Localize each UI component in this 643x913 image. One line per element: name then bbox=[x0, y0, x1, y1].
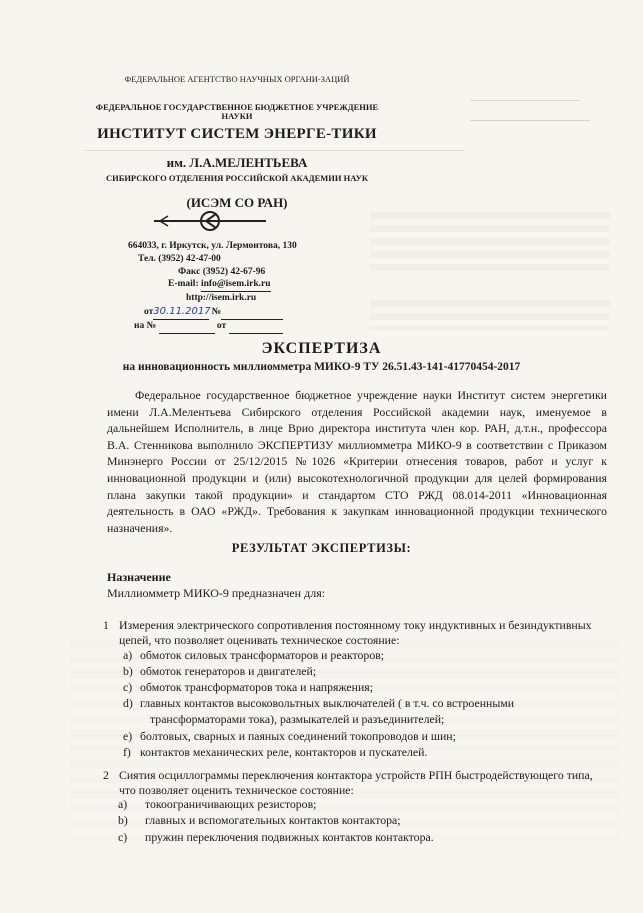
list-item-1 bbox=[103, 618, 608, 648]
list-item-number: 1 bbox=[103, 618, 109, 632]
subitem-label: a) bbox=[118, 797, 128, 811]
subitem-text: контактов механических реле, контакторов и пускателей. bbox=[140, 744, 428, 759]
subitem-label: f) bbox=[123, 744, 131, 759]
subitem-text: токоограничивающих резисторов; bbox=[145, 797, 317, 811]
from-label: от bbox=[144, 307, 154, 318]
subitem-text: главных контактов высоковольтных выключателей ( в т.ч. со встроенными bbox=[140, 696, 515, 711]
website-link[interactable]: http://isem.irk.ru bbox=[186, 293, 257, 304]
institute-abbreviation: (ИСЭМ СО РАН) bbox=[186, 195, 288, 210]
incoming-ref-line bbox=[128, 320, 348, 334]
subitem-text: обмоток силовых трансформаторов и реакторов; bbox=[140, 648, 385, 662]
fax-number: Факс (3952) 42-67-96 bbox=[178, 266, 266, 277]
list-item-text: Сиятия осциллограммы переключения контактора устройств РПН быстродействующего типа, что позволяет оценить техническое состояние: bbox=[119, 768, 593, 797]
subitem-label: d) bbox=[123, 696, 133, 711]
outgoing-ref-line bbox=[128, 305, 348, 320]
purpose-text: Миллиомметр МИКО-9 предназначен для: bbox=[107, 586, 326, 600]
institute-named-after: им. Л.А.МЕЛЕНТЬЕВА bbox=[166, 155, 308, 170]
subitem-text: болтовых, сварных и паяных соединений токопроводов и шин; bbox=[140, 728, 456, 743]
subitem-text: главных и вспомогательных контактов контактора; bbox=[145, 813, 401, 828]
result-heading: РЕЗУЛЬТАТ ЭКСПЕРТИЗЫ: bbox=[231, 541, 412, 555]
institute-name: ИНСТИТУТ СИСТЕМ ЭНЕРГЕ-ТИКИ bbox=[97, 126, 377, 142]
email-label: E-mail: bbox=[168, 279, 201, 290]
intro-text: Федеральное государственное бюджетное учреждение науки Институт систем энергетики имени Л.А.Мелентьева Сибирского отделения Российской академии наук, именуемое в дальнейшем Исполнитель, в лице Врио директора института член кор. РАН, д.т.н., профессора В.А. Стенникова выполнило ЭКСПЕРТИЗУ миллиомметра МИКО-9 в соответствии с Приказом Минэнерго России от 25/12/2015 №1026 «Критерии отнесения товаров, работ и услуг к инновационной продукции и (или) высокотехнологичной продукции для целей формирования плана закупки такой продукции» и стандартом СТО РЖД 08.014-2011 «Инновационная деятельность в ОАО «РЖД». Требования к закупкам инновационной продукции технического назначения». bbox=[107, 388, 607, 535]
document-title: ЭКСПЕРТИЗА bbox=[261, 340, 382, 357]
number-label: № bbox=[211, 307, 222, 318]
list-item-text: Измерения электрического сопротивления постоянному току индуктивных и безиндуктивных цепей, что позволяет оценивать техническое состояние: bbox=[119, 618, 592, 647]
subitem-label: e) bbox=[123, 728, 133, 743]
academy-branch: СИБИРСКОГО ОТДЕЛЕНИЯ РОССИЙСКОЙ АКАДЕМИИ НАУК bbox=[105, 173, 369, 183]
postal-address: 664033, г. Иркутск, ул. Лермонтова, 130 bbox=[128, 241, 297, 251]
handwritten-date: 30.11.2017 bbox=[153, 305, 209, 320]
email-link[interactable]: info@isem.irk.ru bbox=[201, 278, 271, 292]
subitem-label: b) bbox=[123, 664, 133, 679]
incoming-date-blank bbox=[229, 320, 283, 334]
phone-number: Тел. (3952) 42-47-00 bbox=[138, 253, 221, 264]
subitem-text: обмоток трансформаторов тока и напряжения; bbox=[140, 680, 373, 695]
list-item-number: 2 bbox=[103, 768, 109, 782]
list-item-2 bbox=[103, 768, 608, 798]
agency-name: ФЕДЕРАЛЬНОЕ АГЕНТСТВО НАУЧНЫХ ОРГАНИ-ЗАЦИЙ bbox=[124, 74, 350, 84]
document-subtitle: на инновационность миллиомметра МИКО-9 ТУ 26.51.43-141-41770454-2017 bbox=[122, 361, 521, 373]
incoming-date-label: от bbox=[216, 320, 227, 331]
incoming-number-blank bbox=[159, 320, 215, 334]
purpose-heading: Назначение bbox=[107, 570, 171, 584]
institute-logo bbox=[150, 208, 270, 234]
email-line bbox=[128, 278, 348, 292]
intro-paragraph bbox=[107, 387, 607, 536]
subitem-label: b) bbox=[118, 813, 128, 828]
institution-type: ФЕДЕРАЛЬНОЕ ГОСУДАРСТВЕННОЕ БЮДЖЕТНОЕ УЧРЕЖДЕНИЕ НАУКИ bbox=[95, 102, 379, 122]
outgoing-number-blank bbox=[221, 306, 283, 320]
incoming-number-label: на № bbox=[134, 320, 157, 331]
contact-block bbox=[128, 240, 348, 334]
subitem-text: трансформаторами тока), размыкателей и разъединителей; bbox=[150, 712, 445, 727]
subitem-label: a) bbox=[123, 648, 133, 662]
subitem-label: c) bbox=[123, 680, 133, 695]
subitem-label: c) bbox=[118, 829, 128, 844]
subitem-text: пружин переключения подвижных контактов контактора. bbox=[145, 829, 434, 844]
subitem-text: обмоток генераторов и двигателей; bbox=[140, 664, 317, 679]
